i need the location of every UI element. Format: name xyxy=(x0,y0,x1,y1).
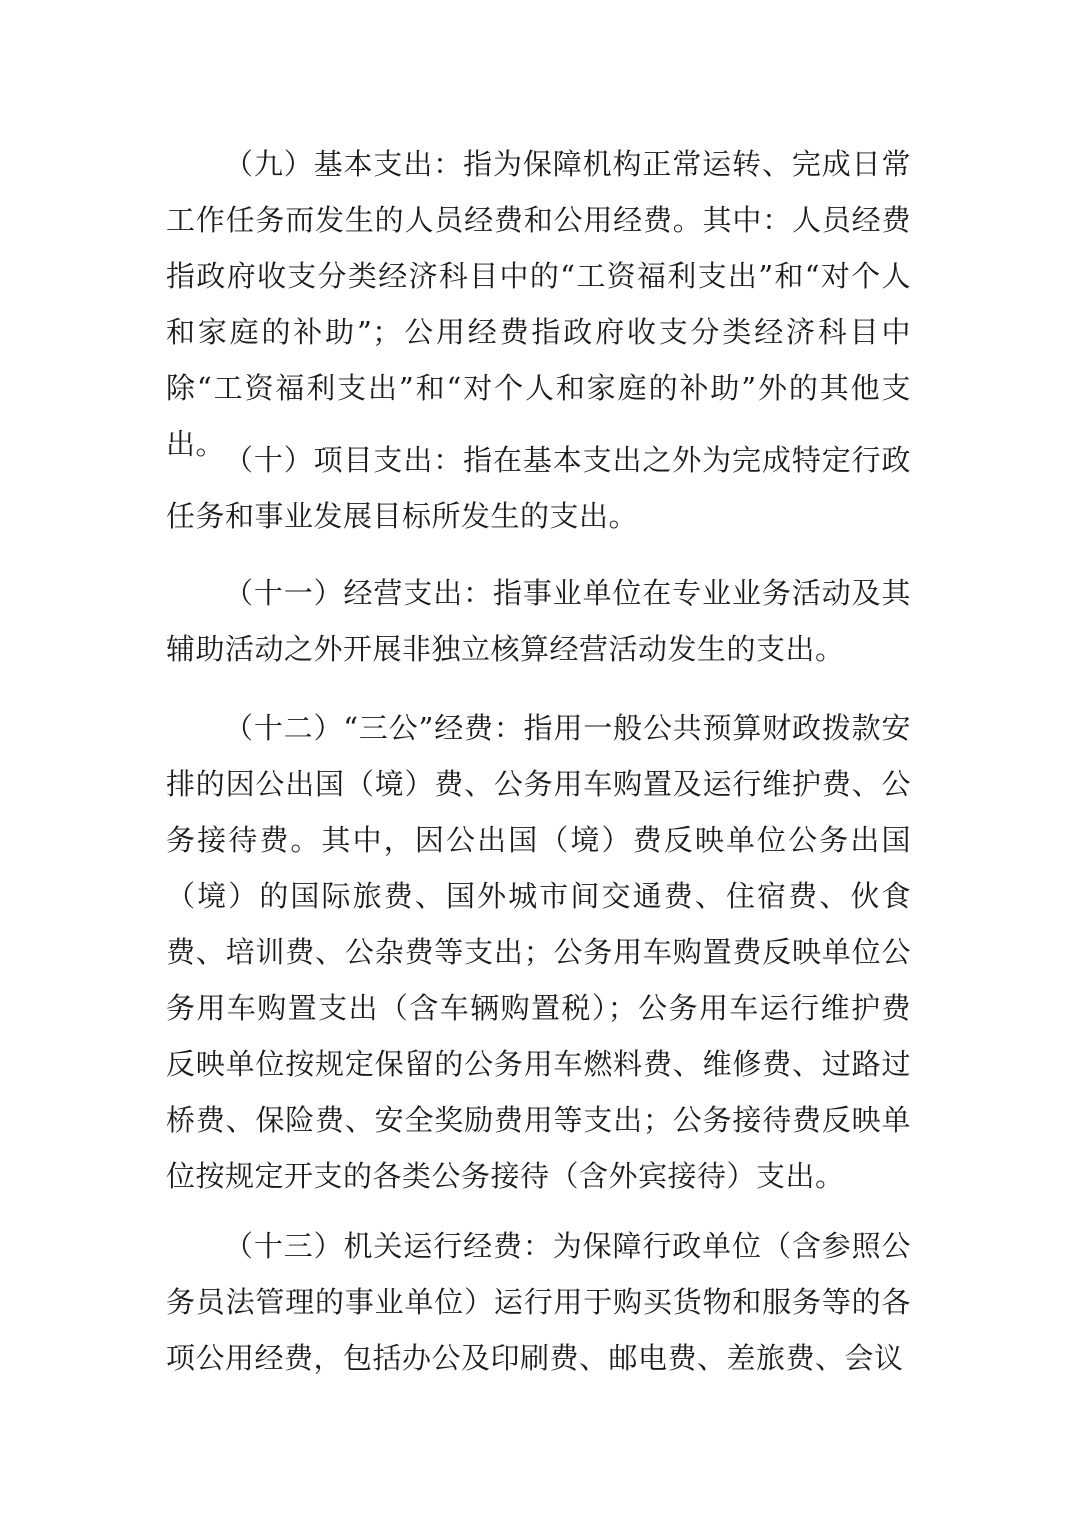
paragraph-project-expenditure: （十）项目支出：指在基本支出之外为完成特定行政任务和事业发展目标所发生的支出。 xyxy=(166,443,911,533)
paragraph-three-public-expenses: （十二）“三公”经费：指用一般公共预算财政拨款安排的因公出国（境）费、公务用车购置及运行维护费、公务接待费。其中，因公出国（境）费反映单位公务出国（境）的国际旅费、国外城市间交通费、住宿费、伙食费、培训费、公杂费等支出；公务用车购置费反映单位公务用车购置支出（含车辆购置税）；公务用车运行维护费反映单位按规定保留的公务用车燃料费、维修费、过路过桥费、保险费、安全奖励费用等支出；公务接待费反映单位按规定开支的各类公务接待（含外宾接待）支出。 xyxy=(166,711,911,1193)
paragraph-basic-expenditure: （九）基本支出：指为保障机构正常运转、完成日常工作任务而发生的人员经费和公用经费。其中：人员经费指政府收支分类经济科目中的“工资福利支出”和“对个人和家庭的补助”；公用经费指政府收支分类经济科目中除“工资福利支出”和“对个人和家庭的补助”外的其他支出。 xyxy=(166,147,911,461)
paragraph-operating-expenditure: （十一）经营支出：指事业单位在专业业务活动及其辅助活动之外开展非独立核算经营活动发生的支出。 xyxy=(166,576,911,666)
paragraph-agency-operating-expenses: （十三）机关运行经费：为保障行政单位（含参照公务员法管理的事业单位）运行用于购买货物和服务等的各项公用经费，包括办公及印刷费、邮电费、差旅费、会议 xyxy=(166,1229,911,1375)
